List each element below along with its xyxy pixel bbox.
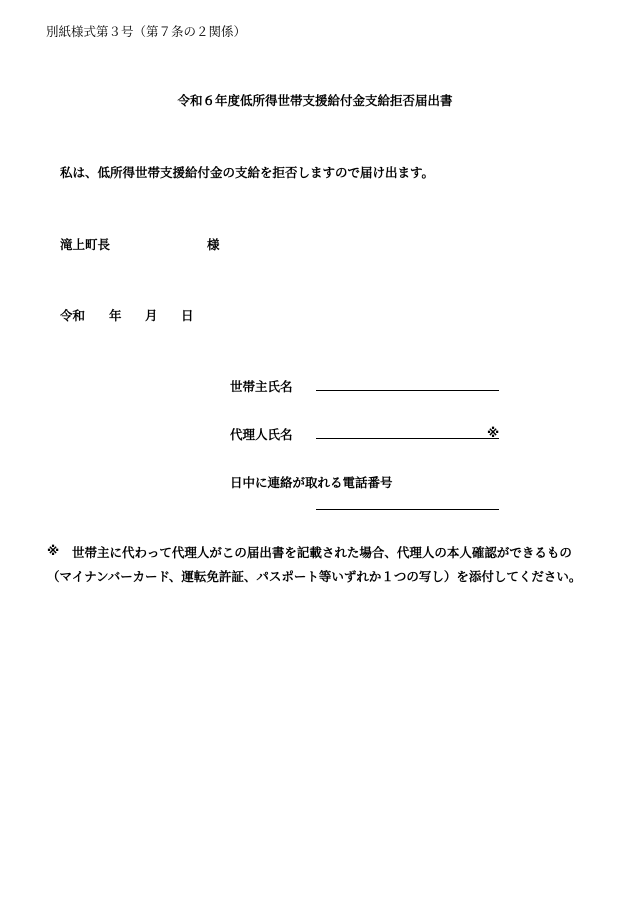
note-line-2: （マイナンバーカード、運転免許証、パスポート等いずれか１つの写し）を添付してください。 <box>47 569 582 584</box>
agent-note-mark: ※ <box>487 425 500 440</box>
household-head-field[interactable] <box>316 390 499 391</box>
agent-name-field[interactable] <box>316 438 499 439</box>
date-era: 令和 <box>60 308 86 323</box>
form-reference: 別紙様式第３号（第７条の２関係） <box>46 24 247 39</box>
note-line-1: 世帯主に代わって代理人がこの届出書を記載された場合、代理人の本人確認ができるもの <box>72 545 572 560</box>
phone-label: 日中に連絡が取れる電話番号 <box>230 475 393 490</box>
honorific: 様 <box>207 237 220 252</box>
statement-text: 私は、低所得世帯支援給付金の支給を拒否しますので届け出ます。 <box>60 165 435 180</box>
addressee: 滝上町長 <box>60 237 111 252</box>
date-month-label: 月 <box>145 308 158 323</box>
agent-label: 代理人氏名 <box>230 427 293 442</box>
phone-field[interactable] <box>316 509 499 510</box>
date-year-label: 年 <box>109 308 122 323</box>
document-title: 令和６年度低所得世帯支援給付金支給拒否届出書 <box>177 93 453 108</box>
note-mark: ※ <box>47 543 60 558</box>
date-day-label: 日 <box>181 308 194 323</box>
household-head-label: 世帯主氏名 <box>230 379 293 394</box>
